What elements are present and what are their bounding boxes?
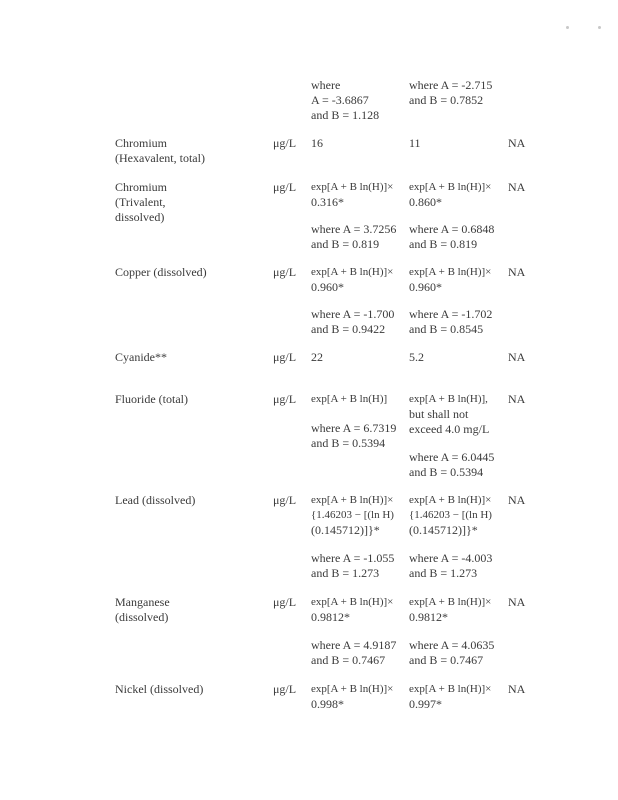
criteria-text: where A = -1.702 (409, 307, 493, 321)
formula-factor: (0.145712)]}* (311, 523, 380, 537)
criteria-text: where A = 6.7319 (311, 421, 397, 435)
parameter-name: Copper (dissolved) (115, 265, 207, 279)
formula: exp[A + B ln(H)]× (311, 494, 394, 506)
parameter-name: (dissolved) (115, 610, 169, 624)
na-cell: NA (508, 350, 526, 364)
parameter-name: Chromium (115, 136, 168, 150)
parameter-name: Manganese (115, 595, 170, 609)
scan-mark (598, 26, 601, 29)
criteria-text: and B = 1.273 (409, 566, 478, 580)
criteria-text: and B = 1.273 (311, 566, 380, 580)
formula: exp[A + B ln(H)]× (311, 683, 394, 695)
criteria-text: where A = -2.715 (409, 78, 493, 92)
formula-factor: 0.960* (311, 280, 344, 294)
na-cell: NA (508, 493, 526, 507)
criteria-text: where A = -1.055 (311, 551, 395, 565)
criteria-text: where A = 3.7256 (311, 222, 397, 236)
criteria-text: where A = 6.0445 (409, 450, 495, 464)
unit-cell: μg/L (273, 392, 297, 406)
criteria-text: where A = 4.9187 (311, 638, 397, 652)
parameter-name: Lead (dissolved) (115, 493, 196, 507)
na-cell: NA (508, 265, 526, 279)
na-cell: NA (508, 682, 526, 696)
criteria-text: where A = -1.700 (311, 307, 395, 321)
chronic-value: 5.2 (409, 350, 424, 364)
formula-factor: 0.860* (409, 195, 442, 209)
criteria-text: where (311, 78, 341, 92)
parameter-name: Chromium (115, 180, 168, 194)
criteria-text: and B = 1.128 (311, 108, 380, 122)
acute-value: 16 (311, 136, 323, 150)
na-cell: NA (508, 392, 526, 406)
formula: exp[A + B ln(H)]× (409, 683, 492, 695)
formula: exp[A + B ln(H)] (311, 393, 388, 405)
formula-factor: 0.9812* (311, 610, 350, 624)
parameter-name: (Trivalent, (115, 195, 166, 209)
criteria-text: A = -3.6867 (311, 93, 369, 107)
criteria-text: exceed 4.0 mg/L (409, 422, 490, 436)
criteria-text: where A = 4.0635 (409, 638, 495, 652)
criteria-text: and B = 0.819 (409, 237, 478, 251)
formula: exp[A + B ln(H)], (409, 393, 488, 405)
unit-cell: μg/L (273, 595, 297, 609)
na-cell: NA (508, 180, 526, 194)
formula: exp[A + B ln(H)]× (409, 494, 492, 506)
parameter-name: Nickel (dissolved) (115, 682, 204, 696)
formula-factor: 0.997* (409, 697, 442, 711)
unit-cell: μg/L (273, 493, 297, 507)
formula: {1.46203 − [(ln H) (409, 509, 492, 521)
unit-cell: μg/L (273, 136, 297, 150)
criteria-text: where A = -4.003 (409, 551, 493, 565)
unit-cell: μg/L (273, 265, 297, 279)
parameter-name: Cyanide** (115, 350, 167, 364)
unit-cell: μg/L (273, 350, 297, 364)
formula-factor: (0.145712)]}* (409, 523, 478, 537)
unit-cell: μg/L (273, 180, 297, 194)
criteria-text: and B = 0.7852 (409, 93, 484, 107)
acute-value: 22 (311, 350, 323, 364)
formula: exp[A + B ln(H)]× (311, 266, 394, 278)
parameter-name: Fluoride (total) (115, 392, 188, 406)
formula-factor: 0.316* (311, 195, 344, 209)
scan-mark (566, 26, 569, 29)
formula: exp[A + B ln(H)]× (409, 181, 492, 193)
parameter-name: (Hexavalent, total) (115, 151, 205, 165)
criteria-text: and B = 0.8545 (409, 322, 484, 336)
criteria-text: and B = 0.7467 (409, 653, 484, 667)
formula: exp[A + B ln(H)]× (409, 596, 492, 608)
formula: exp[A + B ln(H)]× (311, 596, 394, 608)
criteria-text: where A = 0.6848 (409, 222, 495, 236)
criteria-text: and B = 0.7467 (311, 653, 386, 667)
unit-cell: μg/L (273, 682, 297, 696)
na-cell: NA (508, 595, 526, 609)
chronic-value: 11 (409, 136, 421, 150)
criteria-text: and B = 0.9422 (311, 322, 386, 336)
criteria-text: and B = 0.5394 (311, 436, 386, 450)
formula: exp[A + B ln(H)]× (409, 266, 492, 278)
formula-factor: 0.998* (311, 697, 344, 711)
formula-factor: 0.9812* (409, 610, 448, 624)
formula: exp[A + B ln(H)]× (311, 181, 394, 193)
formula: {1.46203 − [(ln H) (311, 509, 394, 521)
parameter-name: dissolved) (115, 210, 165, 224)
formula-factor: 0.960* (409, 280, 442, 294)
na-cell: NA (508, 136, 526, 150)
criteria-text: and B = 0.819 (311, 237, 380, 251)
criteria-text: and B = 0.5394 (409, 465, 484, 479)
criteria-text: but shall not (409, 407, 469, 421)
